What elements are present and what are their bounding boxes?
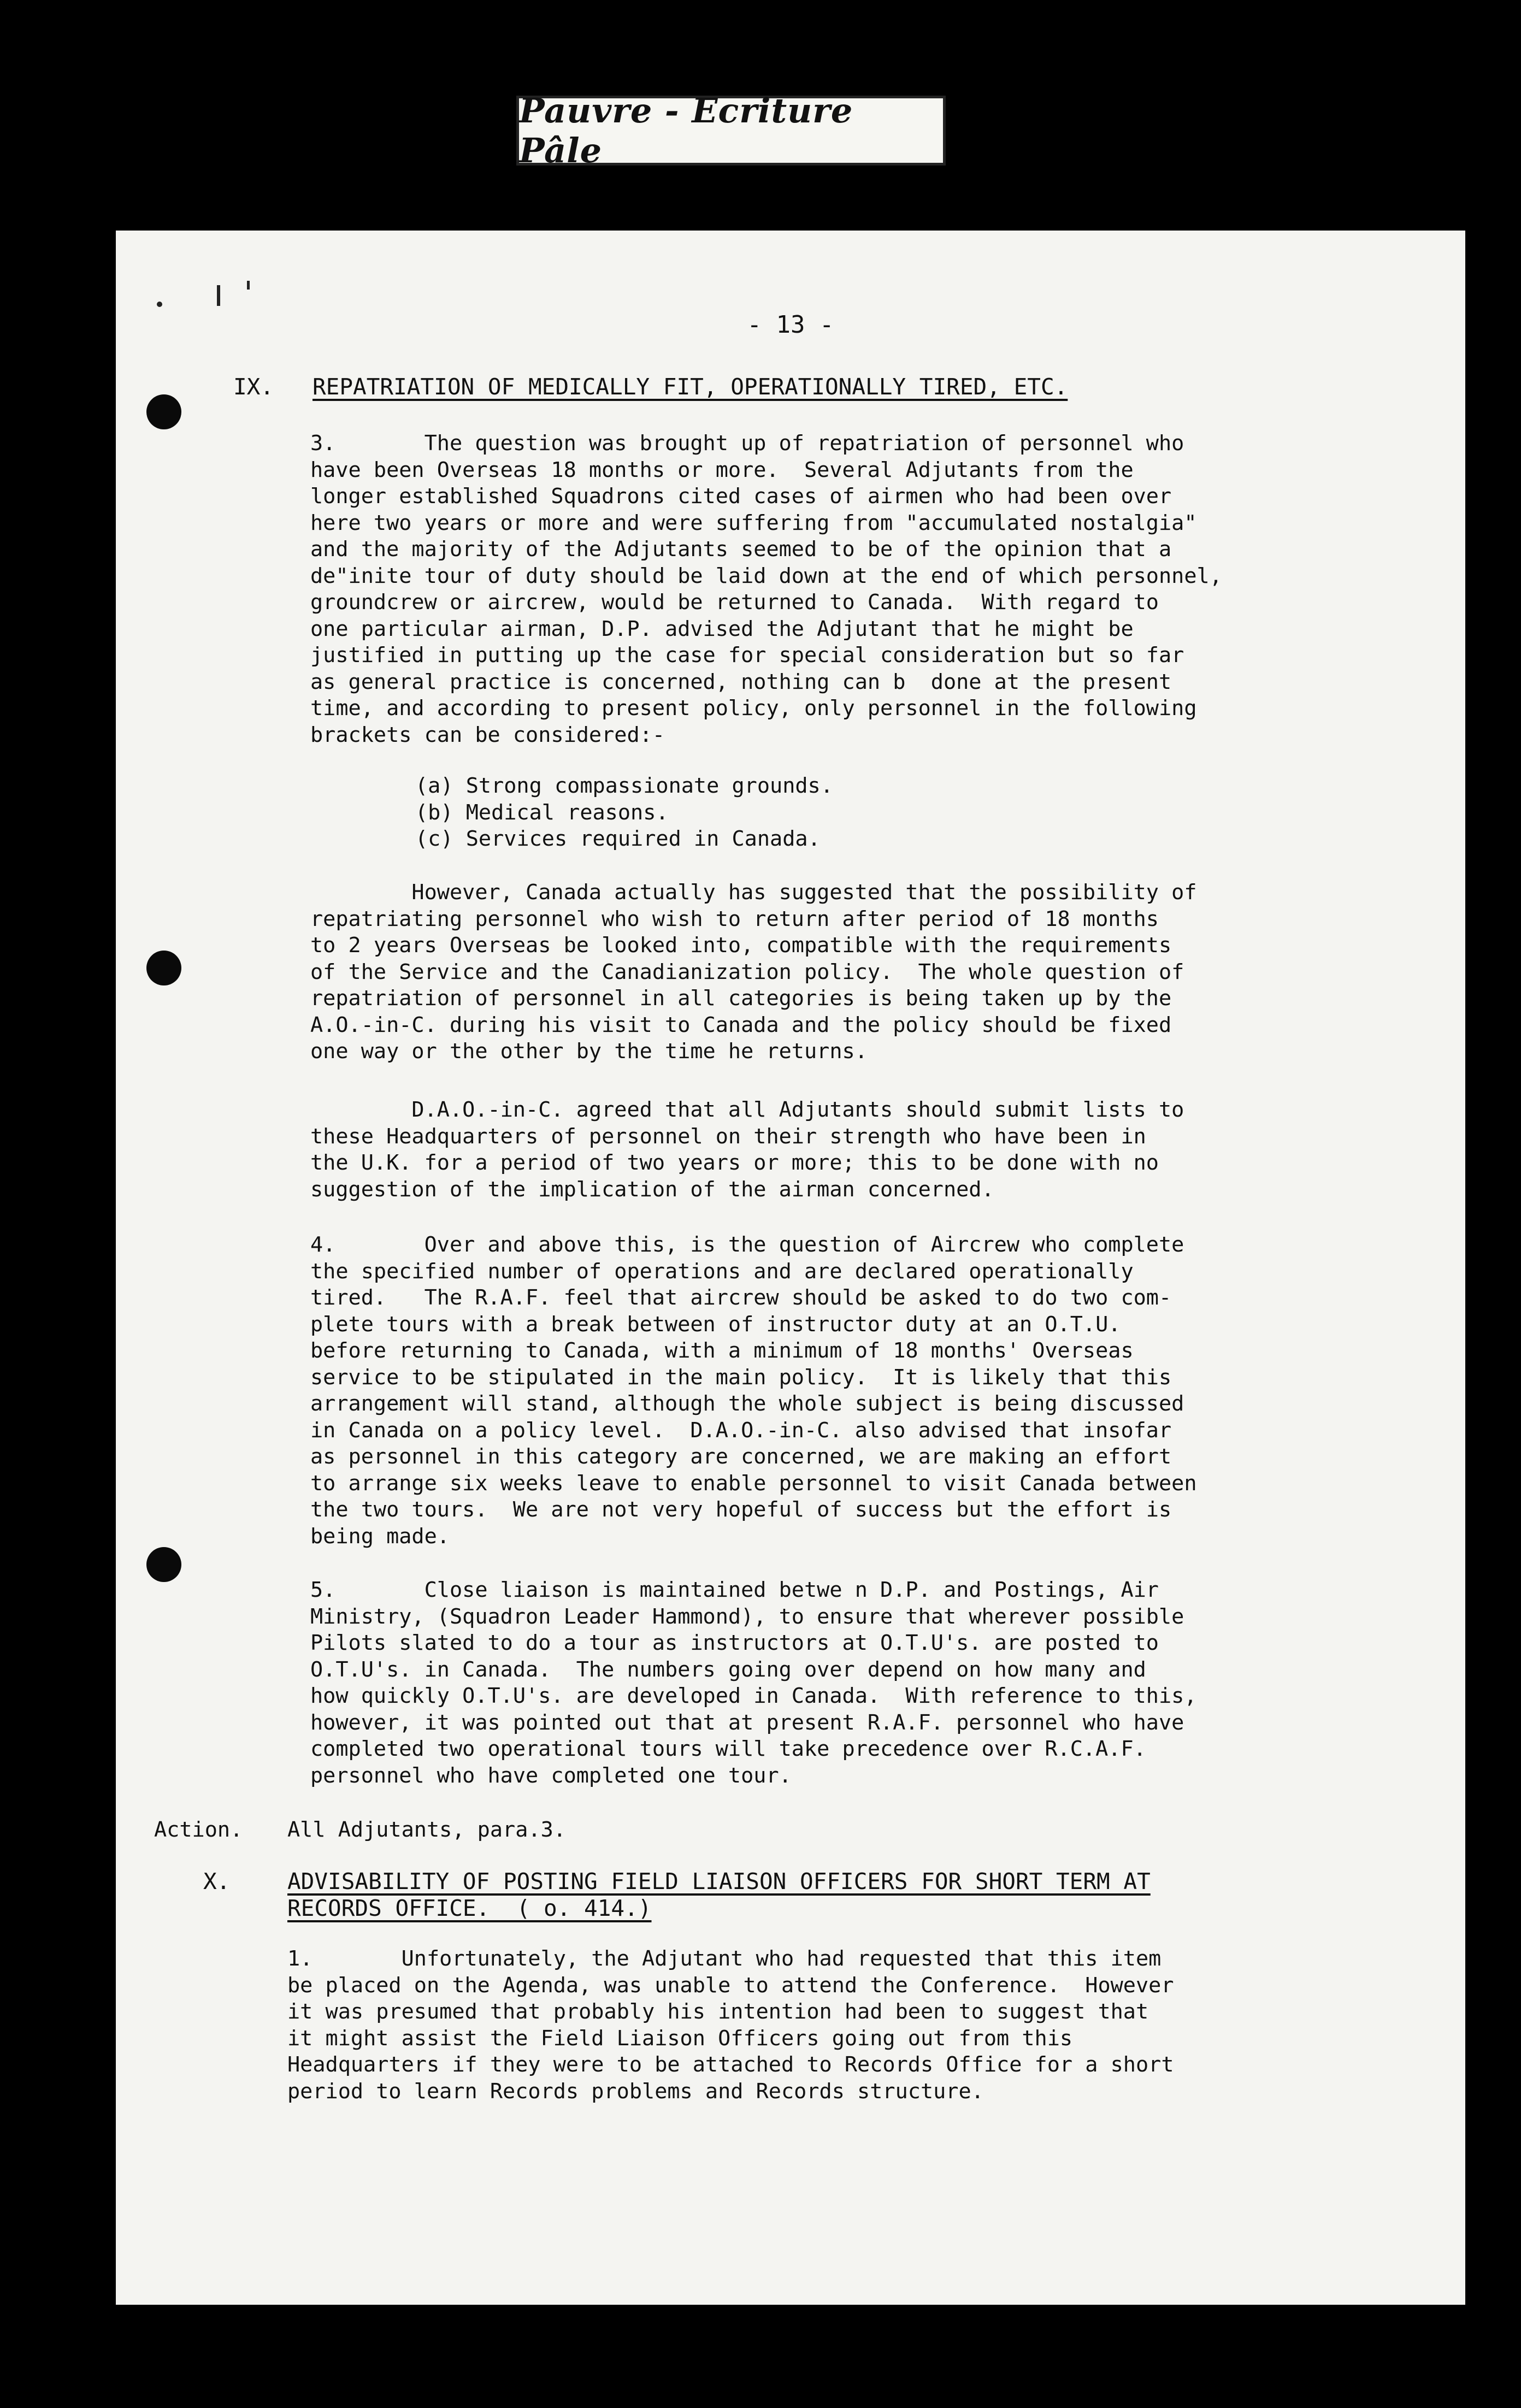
section-ix-number: IX. [233, 374, 274, 400]
punch-hole-3 [146, 1547, 181, 1582]
ink-speck [217, 285, 220, 306]
section-x-title-line-2: RECORDS OFFICE. ( o. 414.) [287, 1895, 652, 1921]
section-x-paragraph-1: 1. Unfortunately, the Adjutant who had requested that this item be placed on the Agenda, was unable to attend the Conference. However it was presumed that probably his intention had been to suggest that it might assist the Field Liaison Officers going out from this Headquarters if they were to be attached to Records Office for a short period to learn Records problems and Records structure. [287, 1946, 1174, 2104]
section-ix-paragraph-3: 3. The question was brought up of repatriation of personnel who have been Overseas 18 months or more. Several Adjutants from the longer established Squadrons cited cases of airmen who had been over here two years or more and were suffering from "accumulated nostalgia" and the majority of the Adjutants seemed to be of the opinion that a de"inite tour of duty should be laid down at the end of which personnel, groundcrew or aircrew, would be returned to Canada. With regard to one particular airman, D.P. advised the Adjutant that he might be justified in putting up the case for special consideration but so far as general practice is concerned, nothing can b done at the present time, and according to present policy, only personnel in the following brackets can be considered:- [310, 431, 1222, 747]
section-ix-paragraph-4: 4. Over and above this, is the question of Aircrew who complete the specified number of operations and are declared operationally tired. The R.A.F. feel that aircrew should be asked to do two com- plete tours with a break between of instructor duty at an O.T.U. before returning to Canada, with a minimum of 18 months' Overseas service to be stipulated in the main policy. It is likely that this arrangement will stand, although the whole subject is being discussed in Canada on a policy level. D.A.O.-in-C. also advised that insofar as personnel in this category are concerned, we are making an effort to arrange six weeks leave to enable personnel to visit Canada between the two tours. We are not very hopeful of success but the effort is being made. [310, 1232, 1197, 1549]
punch-hole-2 [146, 951, 181, 985]
document-page [116, 231, 1465, 2305]
ink-speck [157, 302, 162, 307]
section-x-number: X. [203, 1868, 231, 1894]
section-ix-title: REPATRIATION OF MEDICALLY FIT, OPERATIONALLY TIRED, ETC. [313, 374, 1068, 400]
page-number: - 13 - [747, 311, 834, 339]
ink-speck [247, 281, 250, 290]
archive-label: Pauvre - Ecriture Pâle [516, 96, 946, 166]
section-ix-paragraph-5: 5. Close liaison is maintained betwe n D.P. and Postings, Air Ministry, (Squadron Leader Hammond), to ensure that wherever possible Pilots slated to do a tour as instructors at O.T.U's. are posted to O.T.U's. in Canada. The numbers going over depend on how many and how quickly O.T.U's. are developed in Canada. With reference to this, however, it was pointed out that at present R.A.F. personnel who have completed two operational tours will take precedence over R.C.A.F. personnel who have completed one tour. [310, 1578, 1197, 1788]
action-label: Action. [154, 1817, 243, 1842]
punch-hole-1 [146, 394, 181, 429]
action-text: All Adjutants, para.3. [287, 1817, 566, 1842]
section-ix-paragraph-however: However, Canada actually has suggested that the possibility of repatriating personnel who wish to return after period of 18 months to 2 years Overseas be looked into, compatible with the requirements of the Service and the Canadianization policy. The whole question of repatriation of personnel in all categories is being taken up by the A.O.-in-C. during his visit to Canada and the policy should be fixed one way or the other by the time he returns. [310, 880, 1197, 1064]
section-x-title-line-1: ADVISABILITY OF POSTING FIELD LIAISON OFFICERS FOR SHORT TERM AT [287, 1868, 1151, 1894]
section-ix-paragraph-dao: D.A.O.-in-C. agreed that all Adjutants should submit lists to these Headquarters of personnel on their strength who have been in the U.K. for a period of two years or more; this to be done with no suggestion of the implication of the airman concerned. [310, 1097, 1184, 1202]
section-ix-criteria-list: (a) Strong compassionate grounds. (b) Medical reasons. (c) Services required in Canada. [415, 774, 833, 851]
